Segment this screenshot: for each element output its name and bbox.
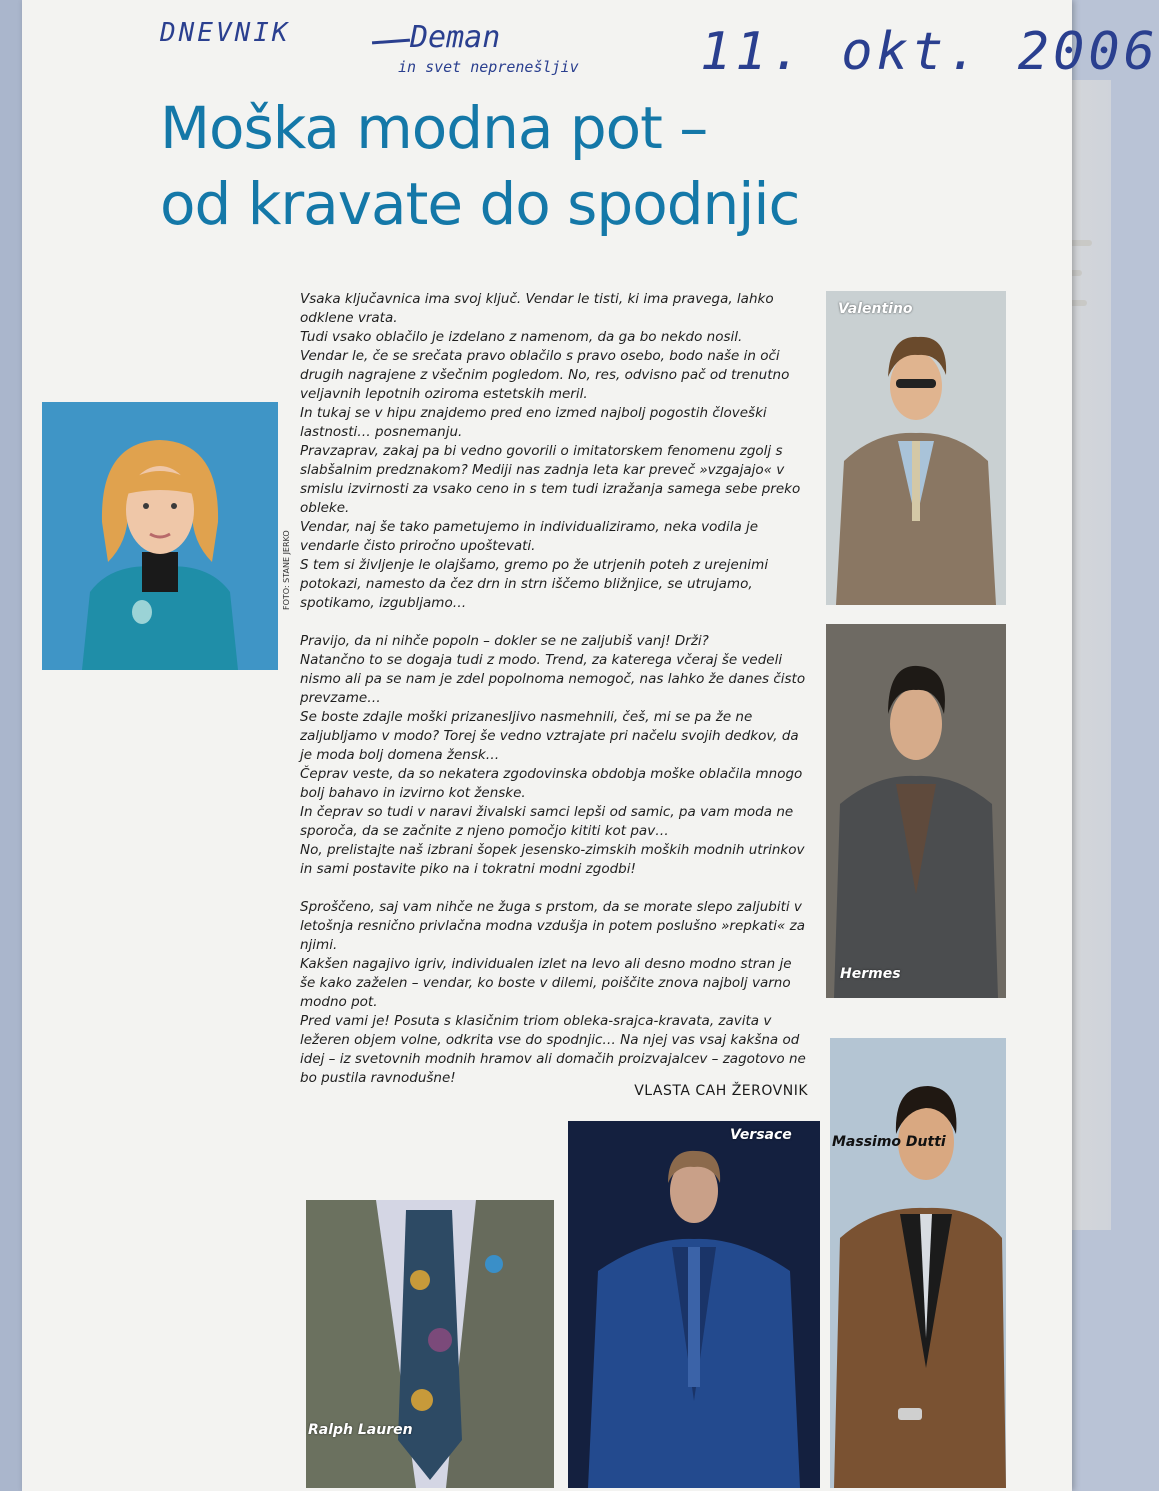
article-body — [300, 290, 808, 1088]
label-valentino: Valentino — [838, 301, 913, 317]
versace-photo — [568, 1121, 820, 1488]
paragraph: Kakšen nagajivo igriv, individualen izlet na levo ali desno modno stran je še kako zaželen – vendar, ko boste v dilemi, poiščite znova najbolj varno modno pot. — [300, 956, 792, 1010]
label-hermes: Hermes — [840, 966, 901, 982]
label-ralph-lauren: Ralph Lauren — [308, 1422, 413, 1438]
paragraph: Pravzaprav, zakaj pa bi vedno govorili o imitatorskem fenomenu zgolj s slabšalnim predznakom? Mediji nas zadnja leta kar preveč »vzgajajo« v smislu izvirnosti za vsako ceno in s tem tudi izražanja samega sebe preko obleke. — [300, 443, 801, 516]
paragraph: S tem si življenje le olajšamo, gremo po že utrjenih poteh z urejenimi potokazi, namesto da čez drn in strn iščemo bližnjice, se utrujamo, spotikamo, izgubljamo… — [300, 557, 769, 611]
hermes-photo — [826, 624, 1006, 998]
paragraph: Vendar le, če se srečata pravo oblačilo s pravo osebo, bodo naše in oči drugih nagrajene z všečnim pogledom. No, res, odvisno pač od trenutno veljavnih lepotnih oziroma estetskih meril. — [300, 348, 790, 402]
handwritten-publication: Deman — [410, 20, 501, 55]
paragraph: Natančno to se dogaja tudi z modo. Trend, za katerega včeraj še vedeli nismo ali pa se nam je zdel popolnoma nemogoč, nas lahko že danes čisto prevzame… — [300, 652, 806, 706]
paragraph: Vsaka ključavnica ima svoj ključ. Vendar le tisti, ki ima pravega, lahko odklene vrata. — [300, 291, 774, 326]
paragraph: In tukaj se v hipu znajdemo pred eno izmed najbolj pogostih človeški lastnosti… posnemanju. — [300, 405, 767, 440]
title-line-1: Moška modna pot – — [160, 94, 708, 162]
paragraph: Sproščeno, saj vam nihče ne žuga s prstom, da se morate slepo zaljubiti v letošnja resnično privlačna modna vzdušja in potem poslušno »repkati« za njimi. — [300, 899, 805, 953]
massimo-illustration — [830, 1038, 1006, 1488]
hermes-illustration — [826, 624, 1006, 998]
label-versace: Versace — [730, 1127, 792, 1143]
ralph-illustration — [306, 1200, 554, 1488]
versace-illustration — [568, 1121, 820, 1488]
paragraph: Se boste zdajle moški prizanesljivo nasmehnili, češ, mi se pa že ne zaljubljamo v modo? Torej še vedno vztrajate pri načelu svojih dedkov, da je moda bolj domena žensk… — [300, 709, 799, 763]
paragraph: Tudi vsako oblačilo je izdelano z namenom, da ga bo nekdo nosil. — [300, 329, 743, 345]
paragraph: Pred vami je! Posuta s klasičnim triom obleka-srajca-kravata, zavita v ležeren objem volne, odkrita vse do spodnjic… Na njej vas vsaj kakšna od idej – iz svetovnih modnih hramov ali domačih proizvajalcev – zagotovo ne bo pustila ravnodušne! — [300, 1013, 806, 1086]
valentino-illustration — [826, 291, 1006, 605]
paragraph: No, prelistajte naš izbrani šopek jesensko-zimskih moških modnih utrinkov in sami postavite piko na i tokratni modni zgodbi! — [300, 842, 805, 877]
photo-credit: FOTO: STANE JERKO — [282, 530, 291, 610]
paragraph: Čeprav veste, da so nekatera zgodovinska obdobja moške oblačila mnogo bolj bahavo in izvirno kot ženske. — [300, 766, 803, 801]
paragraph: Pravijo, da ni nihče popoln – dokler se ne zaljubiš vanj! Drži? — [300, 633, 709, 649]
article-title — [160, 90, 1020, 242]
handwritten-subnote: in svet neprenešljiv — [398, 58, 579, 76]
paragraph: In čeprav so tudi v naravi živalski samci lepši od samic, pa vam moda ne sporoča, da se začnite z njeno pomočjo kititi kot pav… — [300, 804, 794, 839]
label-massimo-dutti: Massimo Dutti — [832, 1134, 946, 1150]
author-portrait-photo — [42, 402, 278, 670]
title-line-2: od kravate do spodnjic — [160, 170, 800, 238]
handwritten-source: DNEVNIK — [160, 18, 291, 48]
ralph-lauren-photo — [306, 1200, 554, 1488]
valentino-photo — [826, 291, 1006, 605]
page-margin — [0, 0, 22, 1491]
author-byline: VLASTA CAH ŽEROVNIK — [634, 1083, 808, 1099]
handwritten-date: 11. okt. 2006 — [700, 22, 1159, 82]
portrait-illustration — [42, 402, 278, 670]
paragraph: Vendar, naj še tako pametujemo in individualiziramo, neka vodila je vendarle čisto priročno upoštevati. — [300, 519, 759, 554]
massimo-dutti-photo — [830, 1038, 1006, 1488]
